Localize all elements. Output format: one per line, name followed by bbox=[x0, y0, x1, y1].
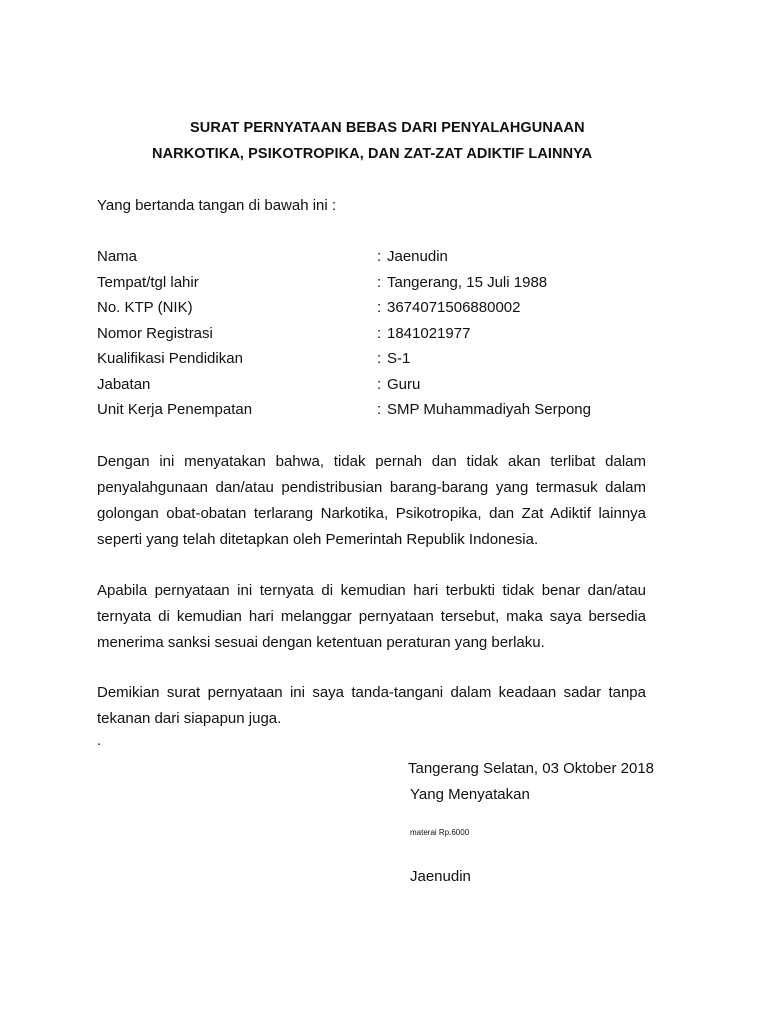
signer-name: Jaenudin bbox=[410, 868, 471, 885]
field-row-no-ktp bbox=[97, 298, 657, 324]
place-and-date: Tangerang Selatan, 03 Oktober 2018 bbox=[408, 760, 655, 777]
field-row-unit-kerja bbox=[97, 400, 657, 426]
field-label: Tempat/tgl lahir bbox=[97, 273, 199, 291]
field-row-kualifikasi-pendidikan bbox=[97, 349, 657, 375]
closing-paragraph: Demikian surat pernyataan ini saya tanda-tangani dalam keadaan sadar tanpa tekanan dari siapapun juga. bbox=[97, 684, 646, 727]
identity-fields bbox=[97, 247, 657, 426]
field-label: Jabatan bbox=[97, 375, 151, 393]
field-row-nama bbox=[97, 247, 657, 273]
statement-paragraph: Dengan ini menyatakan bahwa, tidak pernah dan tidak akan terlibat dalam penyalahgunaan dan/atau pendistribusian barang-barang yang termasuk dalam golongan obat-obatan terlarang Narkotika, Psikotropika, dan Zat Adiktif lainnya seperti yang telah ditetapkan oleh Pemerintah Republik Indonesia. bbox=[97, 453, 646, 548]
field-separator: : bbox=[377, 248, 382, 265]
field-value: S-1 bbox=[387, 350, 411, 367]
field-label: No. KTP (NIK) bbox=[97, 299, 193, 316]
field-separator: : bbox=[377, 299, 382, 316]
field-row-nomor-registrasi bbox=[97, 324, 657, 350]
stray-period: . bbox=[97, 732, 102, 749]
field-label: Nomor Registrasi bbox=[97, 324, 213, 342]
field-label: Unit Kerja Penempatan bbox=[97, 401, 253, 418]
document-title-line-1: SURAT PERNYATAAN BEBAS DARI PENYALAHGUNAAN bbox=[190, 120, 585, 136]
field-label: Kualifikasi Pendidikan bbox=[97, 350, 243, 367]
field-row-tempat-tgl-lahir bbox=[97, 273, 657, 299]
field-separator: : bbox=[377, 350, 382, 367]
field-separator: : bbox=[377, 401, 382, 418]
field-separator: : bbox=[377, 324, 382, 342]
field-separator: : bbox=[377, 375, 382, 393]
signer-role: Yang Menyatakan bbox=[410, 786, 530, 803]
field-value: 1841021977 bbox=[387, 324, 471, 342]
field-separator: : bbox=[377, 273, 382, 291]
field-value: Jaenudin bbox=[387, 248, 448, 265]
stamp-duty-note: materai Rp.6000 bbox=[410, 828, 470, 837]
consequence-paragraph: Apabila pernyataan ini ternyata di kemudian hari terbukti tidak benar dan/atau ternyata di kemudian hari melanggar pernyataan tersebut, maka saya bersedia menerima sanksi sesuai dengan ketentuan peraturan yang berlaku. bbox=[97, 582, 646, 651]
field-value: 3674071506880002 bbox=[387, 299, 521, 316]
field-value: SMP Muhammadiyah Serpong bbox=[387, 401, 591, 418]
intro-text: Yang bertanda tangan di bawah ini : bbox=[97, 197, 337, 214]
field-row-jabatan bbox=[97, 375, 657, 401]
field-value: Guru bbox=[387, 375, 421, 393]
document-title-line-2: NARKOTIKA, PSIKOTROPIKA, DAN ZAT-ZAT ADIKTIF LAINNYA bbox=[152, 146, 593, 162]
field-value: Tangerang, 15 Juli 1988 bbox=[387, 273, 548, 291]
field-label: Nama bbox=[97, 248, 138, 265]
